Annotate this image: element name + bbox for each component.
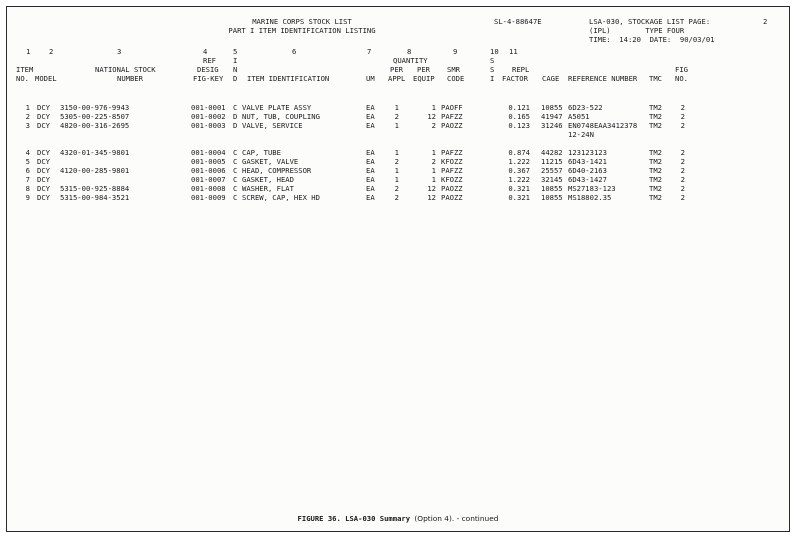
cell-fig-no: 2 <box>680 166 685 175</box>
cell-cage: 11215 <box>541 157 563 166</box>
cell-indicator: C <box>233 148 238 157</box>
column-number: 7 <box>367 47 372 56</box>
cell-model: DCY <box>37 175 50 184</box>
cell-per-appl: 2 <box>394 157 399 166</box>
cell-per-appl: 1 <box>394 175 399 184</box>
cell-model: DCY <box>37 103 50 112</box>
cell-per-equip: 2 <box>431 121 436 130</box>
report-code: LSA-030, STOCKAGE LIST PAGE: <box>589 17 711 26</box>
header-per-appl-1: PER <box>390 65 403 74</box>
cell-um: EA <box>366 175 375 184</box>
header-item: ITEM <box>16 65 34 74</box>
column-number: 2 <box>49 47 54 56</box>
cell-fig-no: 2 <box>680 148 685 157</box>
header-per-equip-2: EQUIP <box>413 74 435 83</box>
cell-per-equip: 12 <box>427 112 436 121</box>
header-factor: FACTOR <box>502 74 528 83</box>
figure-caption-rest: (Option 4). - continued <box>414 514 499 523</box>
header-smr: SMR <box>447 65 460 74</box>
column-number: 4 <box>203 47 208 56</box>
column-number: 10 <box>490 47 499 56</box>
figure-caption <box>7 514 789 523</box>
column-number: 11 <box>509 47 518 56</box>
cell-cage: 10855 <box>541 193 563 202</box>
cell-smr-code: KFOZZ <box>441 175 463 184</box>
figure-title: LSA-030 Summary <box>345 514 411 523</box>
cell-model: DCY <box>37 121 50 130</box>
header-national-stock: NATIONAL STOCK <box>95 65 156 74</box>
cell-reference-number-continued: 12-24N <box>568 130 594 139</box>
cell-um: EA <box>366 184 375 193</box>
cell-nsn: 5315-00-984-3521 <box>60 193 130 202</box>
cell-smr-code: PAFZZ <box>441 148 463 157</box>
cell-cage: 25557 <box>541 166 563 175</box>
header-repl: REPL <box>512 65 530 74</box>
figure-number: FIGURE 36. <box>297 514 341 523</box>
cell-model: DCY <box>37 148 50 157</box>
header-ssi-s2: S <box>490 65 495 74</box>
cell-reference-number: 6D43-1427 <box>568 175 607 184</box>
cell-nsn: 3150-00-976-9943 <box>60 103 130 112</box>
cell-um: EA <box>366 193 375 202</box>
header-ind-n: N <box>233 65 238 74</box>
cell-tmc: TM2 <box>649 193 662 202</box>
header-number: NUMBER <box>117 74 143 83</box>
header-desig: DESIG <box>197 65 219 74</box>
cell-per-equip: 1 <box>431 175 436 184</box>
header-quantity: QUANTITY <box>393 56 428 65</box>
cell-item-no: 5 <box>25 157 30 166</box>
cell-item-no: 7 <box>25 175 30 184</box>
cell-repl-factor: 0.321 <box>508 193 530 202</box>
cell-item-identification: HEAD, COMPRESSOR <box>242 166 312 175</box>
cell-um: EA <box>366 112 375 121</box>
cell-item-no: 9 <box>25 193 30 202</box>
column-number: 9 <box>453 47 458 56</box>
cell-fig-no: 2 <box>680 157 685 166</box>
header-ssi-s1: S <box>490 56 495 65</box>
cell-fig-no: 2 <box>680 112 685 121</box>
header-fig: FIG <box>675 65 688 74</box>
cell-smr-code: PAOZZ <box>441 184 463 193</box>
document-page <box>6 6 790 532</box>
cell-per-equip: 12 <box>427 193 436 202</box>
cell-per-equip: 2 <box>431 157 436 166</box>
header-model: MODEL <box>35 74 57 83</box>
cell-smr-code: PAOZZ <box>441 121 463 130</box>
column-number: 6 <box>292 47 297 56</box>
cell-item-identification: NUT, TUB, COUPLING <box>242 112 320 121</box>
cell-fig-key: 001-0007 <box>191 175 226 184</box>
header-code: CODE <box>447 74 465 83</box>
cell-cage: 32145 <box>541 175 563 184</box>
cell-cage: 10855 <box>541 103 563 112</box>
column-number: 8 <box>407 47 412 56</box>
header-figkey: FIG-KEY <box>193 74 224 83</box>
cell-per-appl: 1 <box>394 166 399 175</box>
cell-tmc: TM2 <box>649 112 662 121</box>
report-type: (IPL) TYPE FOUR <box>589 26 685 35</box>
cell-per-equip: 1 <box>431 148 436 157</box>
cell-indicator: D <box>233 112 238 121</box>
cell-item-identification: VALVE, SERVICE <box>242 121 303 130</box>
report-timestamp: TIME: 14:20 DATE: 90/03/01 <box>589 35 715 44</box>
cell-nsn: 4320-01-345-9801 <box>60 148 130 157</box>
cell-item-identification: GASKET, VALVE <box>242 157 299 166</box>
cell-cage: 44282 <box>541 148 563 157</box>
cell-reference-number: MS18802.35 <box>568 193 612 202</box>
cell-per-appl: 2 <box>394 193 399 202</box>
column-number: 3 <box>117 47 122 56</box>
report-subtitle: PART I ITEM IDENTIFICATION LISTING <box>228 26 376 35</box>
cell-tmc: TM2 <box>649 148 662 157</box>
page-number: 2 <box>763 17 768 26</box>
cell-fig-key: 001-0001 <box>191 103 226 112</box>
header-ref: REF <box>203 56 216 65</box>
cell-smr-code: PAOZZ <box>441 193 463 202</box>
report-title: MARINE CORPS STOCK LIST <box>252 17 352 26</box>
header-um: UM <box>366 74 375 83</box>
cell-model: DCY <box>37 166 50 175</box>
cell-tmc: TM2 <box>649 184 662 193</box>
cell-tmc: TM2 <box>649 166 662 175</box>
cell-indicator: C <box>233 193 238 202</box>
cell-cage: 41947 <box>541 112 563 121</box>
cell-smr-code: PAOFF <box>441 103 463 112</box>
header-tmc: TMC <box>649 74 662 83</box>
cell-model: DCY <box>37 184 50 193</box>
cell-um: EA <box>366 148 375 157</box>
cell-item-no: 8 <box>25 184 30 193</box>
cell-per-equip: 1 <box>431 103 436 112</box>
cell-nsn: 5305-00-225-8507 <box>60 112 130 121</box>
cell-item-identification: GASKET, HEAD <box>242 175 294 184</box>
header-per-equip-1: PER <box>417 65 430 74</box>
header-cage: CAGE <box>542 74 560 83</box>
cell-repl-factor: 0.367 <box>508 166 530 175</box>
document-number: SL-4-88647E <box>494 17 542 26</box>
cell-reference-number: EN0748EAA3412378 <box>568 121 638 130</box>
cell-item-no: 4 <box>25 148 30 157</box>
header-reference-number: REFERENCE NUMBER <box>568 74 638 83</box>
cell-item-identification: CAP, TUBE <box>242 148 281 157</box>
cell-nsn: 4120-00-285-9801 <box>60 166 130 175</box>
cell-item-no: 3 <box>25 121 30 130</box>
cell-tmc: TM2 <box>649 175 662 184</box>
header-ind-i: I <box>233 56 238 65</box>
header-fig-no: NO. <box>675 74 688 83</box>
cell-repl-factor: 1.222 <box>508 157 530 166</box>
cell-per-appl: 1 <box>394 121 399 130</box>
cell-tmc: TM2 <box>649 121 662 130</box>
cell-nsn: 5315-00-925-8884 <box>60 184 130 193</box>
cell-cage: 10855 <box>541 184 563 193</box>
cell-item-no: 2 <box>25 112 30 121</box>
cell-smr-code: KFOZZ <box>441 157 463 166</box>
cell-fig-key: 001-0009 <box>191 193 226 202</box>
cell-item-identification: WASHER, FLAT <box>242 184 294 193</box>
cell-per-equip: 12 <box>427 184 436 193</box>
cell-reference-number: MS27183-123 <box>568 184 616 193</box>
cell-per-appl: 1 <box>394 148 399 157</box>
cell-reference-number: 6D40-2163 <box>568 166 607 175</box>
header-no: NO. <box>16 74 29 83</box>
cell-fig-no: 2 <box>680 121 685 130</box>
cell-indicator: C <box>233 103 238 112</box>
cell-repl-factor: 1.222 <box>508 175 530 184</box>
cell-model: DCY <box>37 193 50 202</box>
cell-per-appl: 1 <box>394 103 399 112</box>
cell-smr-code: PAFZZ <box>441 112 463 121</box>
cell-indicator: D <box>233 121 238 130</box>
header-ind-d: D <box>233 74 238 83</box>
cell-fig-key: 001-0006 <box>191 166 226 175</box>
cell-smr-code: PAFZZ <box>441 166 463 175</box>
cell-reference-number: A5051 <box>568 112 590 121</box>
cell-repl-factor: 0.123 <box>508 121 530 130</box>
cell-reference-number: 6D23-522 <box>568 103 603 112</box>
cell-fig-key: 001-0008 <box>191 184 226 193</box>
cell-repl-factor: 0.321 <box>508 184 530 193</box>
cell-reference-number: 123123123 <box>568 148 607 157</box>
cell-um: EA <box>366 166 375 175</box>
cell-indicator: C <box>233 184 238 193</box>
cell-indicator: C <box>233 157 238 166</box>
column-number: 1 <box>26 47 31 56</box>
cell-um: EA <box>366 103 375 112</box>
cell-cage: 31246 <box>541 121 563 130</box>
cell-tmc: TM2 <box>649 103 662 112</box>
cell-item-identification: VALVE PLATE ASSY <box>242 103 312 112</box>
column-number: 5 <box>233 47 238 56</box>
cell-item-identification: SCREW, CAP, HEX HD <box>242 193 320 202</box>
cell-fig-no: 2 <box>680 184 685 193</box>
cell-nsn: 4820-00-316-2695 <box>60 121 130 130</box>
cell-um: EA <box>366 157 375 166</box>
cell-model: DCY <box>37 157 50 166</box>
cell-fig-key: 001-0004 <box>191 148 226 157</box>
cell-um: EA <box>366 121 375 130</box>
cell-fig-no: 2 <box>680 103 685 112</box>
cell-tmc: TM2 <box>649 157 662 166</box>
cell-per-appl: 2 <box>394 112 399 121</box>
cell-reference-number: 6D43-1421 <box>568 157 607 166</box>
header-ssi-i: I <box>490 74 495 83</box>
cell-per-appl: 2 <box>394 184 399 193</box>
header-per-appl-2: APPL <box>388 74 406 83</box>
cell-item-no: 1 <box>25 103 30 112</box>
cell-fig-key: 001-0003 <box>191 121 226 130</box>
cell-indicator: C <box>233 166 238 175</box>
cell-per-equip: 1 <box>431 166 436 175</box>
cell-fig-no: 2 <box>680 175 685 184</box>
cell-indicator: C <box>233 175 238 184</box>
cell-fig-key: 001-0005 <box>191 157 226 166</box>
cell-repl-factor: 0.121 <box>508 103 530 112</box>
cell-fig-no: 2 <box>680 193 685 202</box>
header-item-identification: ITEM IDENTIFICATION <box>247 74 330 83</box>
cell-repl-factor: 0.874 <box>508 148 530 157</box>
cell-fig-key: 001-0002 <box>191 112 226 121</box>
cell-item-no: 6 <box>25 166 30 175</box>
cell-model: DCY <box>37 112 50 121</box>
cell-repl-factor: 0.165 <box>508 112 530 121</box>
